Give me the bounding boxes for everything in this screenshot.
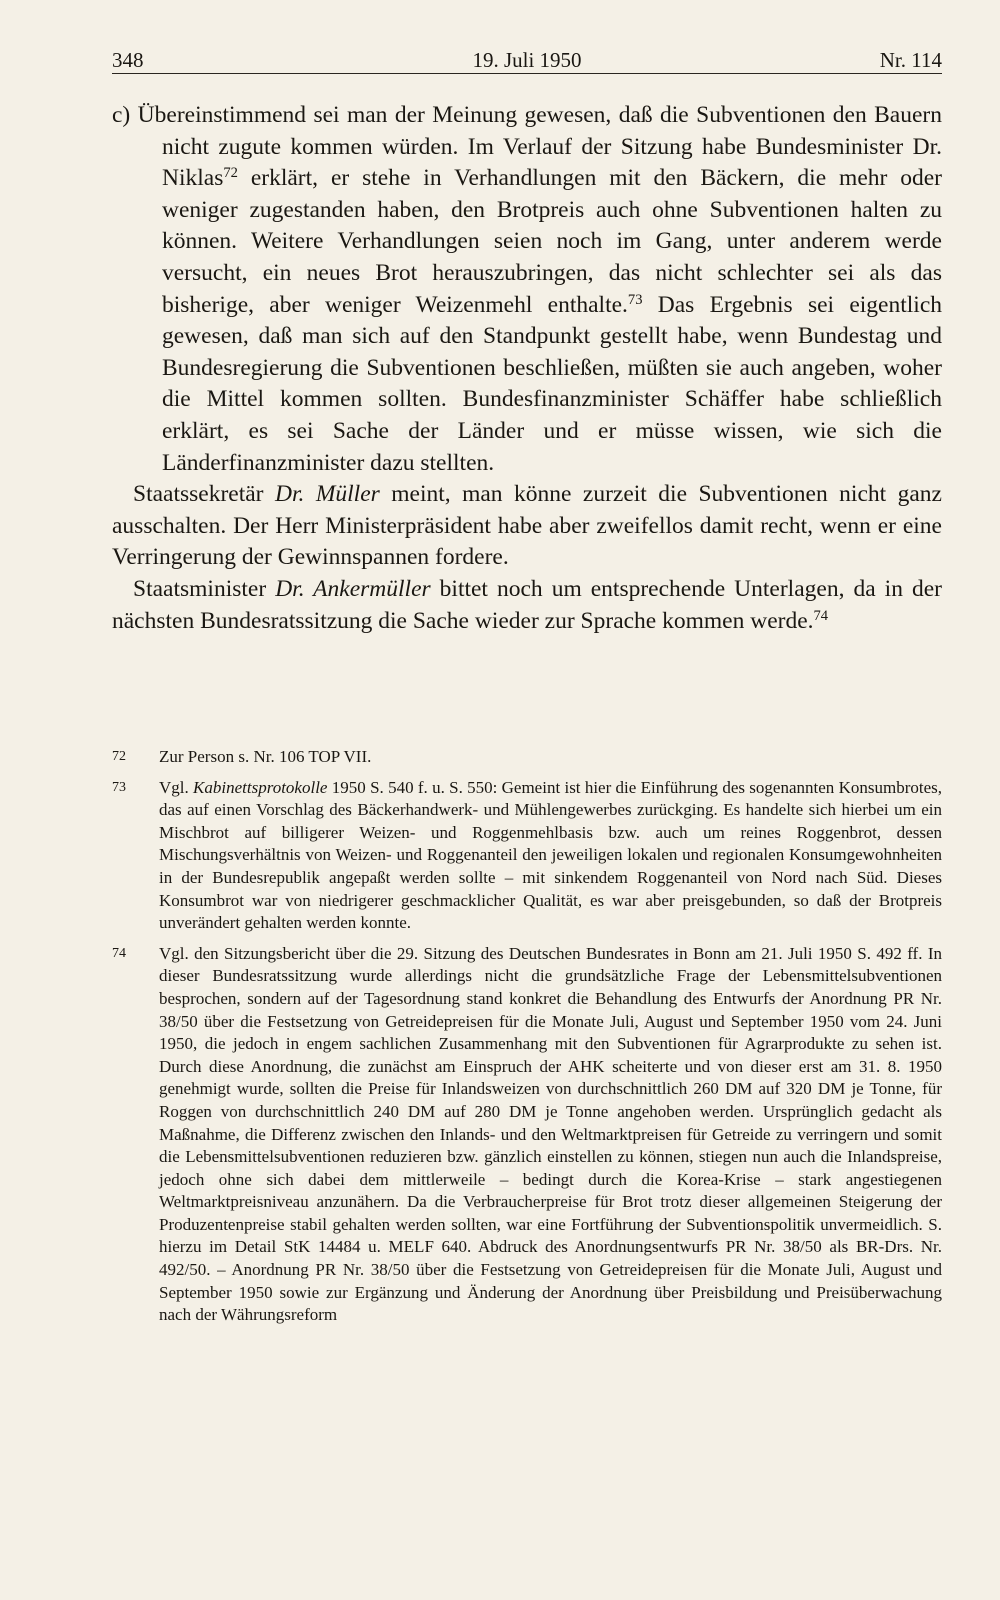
footnote-number: 74: [112, 945, 126, 961]
cited-work-title: Kabinettsprotokolle: [193, 777, 328, 797]
footnote-ref-73[interactable]: 73: [627, 291, 643, 308]
paragraph-c-text-3: Das Ergebnis sei eigentlich gewesen, daß man sich auf den Standpunkt gestellt habe, wenn Bundestag und Bundesregierung die Subventionen beschließen, müßten sie auch angeben, woher die Mittel kommen sollten. Bundesfinanzminister Schäffer habe schließlich erklärt, es sei Sache der Länder und er müsse wissen, wie sich die Länderfinanzminister dazu stellten.: [162, 291, 942, 476]
paragraph-c-text-1: Übereinstimmend sei man der Meinung gewesen, daß die Subventionen den Bauern nicht zugute kommen würden. Im Verlauf der Sitzung habe Bundesminister Dr. Niklas: [137, 102, 942, 192]
header-date: 19. Juli 1950: [472, 48, 582, 72]
footnote-ref-74[interactable]: 74: [813, 607, 829, 624]
footnote-prefix: Vgl.: [159, 777, 194, 797]
paragraph-c-text-2: erklärt, er stehe in Verhandlungen mit den Bäckern, die mehr oder weniger zugestanden haben, den Brotpreis auch ohne Subventionen halten zu können. Weitere Verhandlungen seien noch im Gang, unter anderem werde versucht, ein neues Brot herauszubringen, das nicht schlechter sei als das bisherige, aber weniger Weizenmehl enthalte.: [162, 165, 942, 318]
footnote-text: 1950 S. 540 f. u. S. 550: Gemeint ist hier die Einführung des sogenannten Konsumbrotes, das auf einen Vorschlag des Bäckerhandwerk- und Mühlengewerbes zurückging. Es handelte sich hierbei um ein Mischbrot auf billigerer Weizen- und Roggenmehlbasis bzw. auch um reines Roggenbrot, dessen Mischungsverhältnis von Weizen- und Roggenanteil den jeweiligen lokalen und regionalen Konsumgewohnheiten in der Bundesrepublik angepaßt werden sollte – mit sinkendem Roggenanteil von Nord nach Süd. Dieses Konsumbrot war von niedrigerer geschmacklicher Qualität, es war aber preisgebunden, so daß der Brotpreis unverändert gehalten werden konnte.: [159, 777, 942, 933]
paragraph-ankermueller: [112, 574, 942, 637]
paragraph-c: [112, 100, 942, 479]
page-number: 348: [112, 48, 144, 72]
footnote-73: [112, 777, 942, 935]
main-text: [112, 100, 942, 637]
footnote-number: 72: [112, 749, 126, 764]
paragraph-mueller: [112, 479, 942, 574]
header-rule: [112, 73, 942, 74]
footnote-74: [112, 943, 942, 1327]
document-number: Nr. 114: [879, 48, 942, 72]
footnote-ref-72[interactable]: 72: [223, 165, 238, 182]
paragraph-mueller-prefix: Staatssekretär: [133, 481, 275, 508]
paragraph-ankermueller-text: bittet noch um entsprechende Unterlagen, da in der nächsten Bundesratssitzung die Sache wieder zur Sprache kommen werde.: [112, 575, 942, 634]
speaker-name-mueller: Dr. Müller: [274, 481, 380, 508]
footnote-72: [112, 746, 942, 769]
footnotes: [112, 746, 942, 1335]
footnote-text: Vgl. den Sitzungsbericht über die 29. Sitzung des Deutschen Bundesrates in Bonn am 21. Juli 1950 S. 492 ff. In dieser Bundesratssitzung wurde allerdings nicht die grundsätzliche Frage der Lebensmittelsubventionen besprochen, sondern auf der Tagesordnung stand konkret die Behandlung des Entwurfs der Anordnung PR Nr. 38/50 über die Festsetzung von Getreidepreisen für die Monate Juli, August und September 1950 vom 24. Juni 1950, die jedoch in engem sachlichen Zusammenhang mit den Subventionen für Agrarprodukte zu sehen ist. Durch diese Anordnung, die zunächst am Einspruch der AHK scheiterte und von dieser erst am 31. 8. 1950 genehmigt wurde, sollten die Preise für Inlandsweizen von durchschnittlich 260 DM auf 320 DM je Tonne, für Roggen von durchschnittlich 240 DM auf 280 DM je Tonne angehoben werden. Ursprünglich gedacht als Maßnahme, die Differenz zwischen den Inlands- und den Weltmarktpreisen für Getreide zu verringern und somit die Lebensmittelsubventionen reduzieren bzw. gänzlich einstellen zu können, stiegen nun auch die Inlandspreise, jedoch ohne sich dabei dem mittlerweile – bedingt durch die Korea-Krise – stark angestiegenen Weltmarktpreisniveau anzunähern. Da die Verbraucherpreise für Brot trotz dieser allgemeinen Steigerung der Produzentenpreise stabil gehalten werden sollten, war eine Fortführung der Subventionspolitik unvermeidlich. S. hierzu im Detail StK 14484 u. MELF 640. Abdruck des Anordnungsentwurfs PR Nr. 38/50 als BR-Drs. Nr. 492/50. – Anordnung PR Nr. 38/50 über die Festsetzung von Getreidepreisen für die Monate Juli, August und September 1950 sowie zur Ergänzung und Änderung der Anordnung über Preisbildung und Preisüberwachung nach der Währungsreform: [159, 943, 942, 1325]
paragraph-mueller-text: meint, man könne zurzeit die Subventionen nicht ganz ausschalten. Der Herr Ministerpräsident habe aber zweifellos damit recht, wenn er eine Verringerung der Gewinnspannen fordere.: [112, 481, 942, 571]
footnote-text: Zur Person s. Nr. 106 TOP VII.: [159, 747, 372, 766]
running-header: [112, 40, 942, 76]
item-label: c): [112, 102, 131, 128]
paragraph-ankermueller-prefix: Staatsminister: [133, 575, 276, 602]
speaker-name-ankermueller: Dr. Ankermüller: [275, 575, 431, 602]
footnote-number: 73: [112, 779, 126, 795]
